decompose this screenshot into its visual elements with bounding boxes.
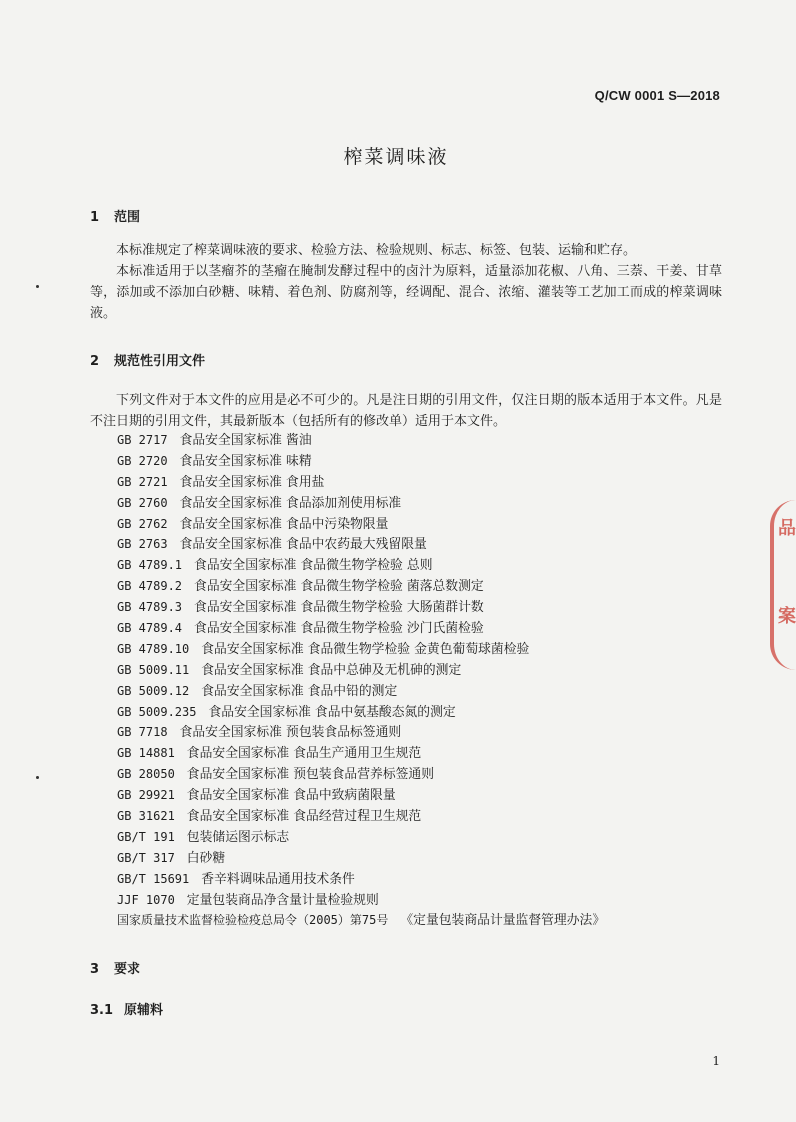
reference-item: [117, 869, 737, 890]
reference-code: GB 5009.11: [117, 662, 190, 677]
reference-item: [117, 514, 737, 535]
scan-speck: [36, 285, 39, 288]
section-title: 原辅料: [124, 1003, 164, 1018]
reference-code: GB 31621: [117, 809, 175, 824]
reference-name: 食品安全国家标准 食品添加剂使用标准: [179, 495, 402, 511]
reference-item: [117, 890, 737, 911]
reference-item: [117, 493, 737, 514]
reference-name: 香辛料调味品通用技术条件: [201, 871, 355, 887]
reference-code: GB 4789.3: [117, 600, 183, 615]
section-number: 1: [90, 210, 100, 225]
reference-code: GB 4789.10: [117, 641, 190, 656]
reference-name: 食品安全国家标准 食品经营过程卫生规范: [186, 809, 422, 825]
reference-code: GB 28050: [117, 767, 175, 782]
reference-name: 食品安全国家标准 食品微生物学检验 总则: [194, 558, 433, 574]
reference-item: [117, 702, 737, 723]
reference-item: [117, 681, 737, 702]
normative-intro-paragraph: 下列文件对于本文件的应用是必不可少的。凡是注日期的引用文件，仅注日期的版本适用于本文件。凡是不注日期的引用文件，其最新版本（包括所有的修改单）适用于本文件。: [90, 393, 722, 429]
reference-name: 食品安全国家标准 食品生产通用卫生规范: [186, 746, 422, 762]
reference-name: 食品安全国家标准 预包装食品标签通则: [179, 725, 402, 741]
reference-item: [117, 848, 737, 869]
reference-code: GB 2763: [117, 537, 168, 552]
reference-item: [117, 764, 737, 785]
stamp-char: 案: [778, 606, 796, 627]
reference-code: GB 14881: [117, 746, 175, 761]
section-title: 规范性引用文件: [114, 354, 206, 369]
reference-list: [117, 430, 737, 931]
reference-name: 食品安全国家标准 食品微生物学检验 菌落总数测定: [194, 579, 484, 595]
reference-code: JJF 1070: [117, 892, 175, 907]
reference-code: GB 2717: [117, 433, 168, 447]
reference-code: GB 5009.235: [117, 704, 197, 719]
reference-item: [117, 430, 737, 451]
reference-name: 食品安全国家标准 味精: [179, 453, 312, 469]
reference-name: 包装储运图示标志: [186, 829, 290, 845]
section-number: 3.1: [90, 1003, 114, 1018]
reference-item: [117, 555, 737, 576]
section-heading-requirements: [90, 958, 140, 977]
stamp-char: 品: [778, 518, 796, 539]
reference-code: 国家质量技术监督检验检疫总局令（2005）第75号: [117, 913, 389, 928]
reference-code: GB 4789.2: [117, 579, 183, 594]
subsection-heading-raw-materials: [90, 999, 163, 1018]
reference-name: 食品安全国家标准 预包装食品营养标签通则: [186, 767, 435, 783]
scope-text: [90, 240, 722, 324]
section-number: 3: [90, 962, 100, 977]
section-title: 要求: [114, 962, 141, 977]
scope-paragraph-2: 本标准适用于以茎瘤芥的茎瘤在腌制发酵过程中的卤汁为原料，适量添加花椒、八角、三萘、干姜、甘草等，添加或不添加白砂糖、味精、着色剂、防腐剂等，经调配、混合、浓缩、灌装等工艺加工而成的榨菜调味液。: [90, 264, 722, 321]
reference-item: [117, 743, 737, 764]
reference-name: 食品安全国家标准 食品中氨基酸态氮的测定: [208, 704, 456, 720]
reference-item: [117, 806, 737, 827]
reference-name: 食品安全国家标准 食品中致病菌限量: [186, 788, 396, 804]
reference-item: [117, 597, 737, 618]
reference-code: GB 2721: [117, 474, 168, 489]
reference-name: 食品安全国家标准 食品微生物学检验 大肠菌群计数: [194, 600, 484, 616]
reference-item: [117, 660, 737, 681]
reference-item: [117, 910, 737, 931]
reference-name: 食品安全国家标准 酱油: [179, 433, 312, 448]
reference-item: [117, 722, 737, 743]
reference-code: GB 2760: [117, 495, 168, 510]
reference-name: 食品安全国家标准 食品中铅的测定: [201, 683, 398, 699]
reference-code: GB/T 317: [117, 850, 175, 865]
reference-code: GB 7718: [117, 725, 168, 740]
reference-code: GB 29921: [117, 788, 175, 803]
reference-code: GB 4789.1: [117, 558, 183, 573]
reference-code: GB/T 191: [117, 829, 175, 844]
page-number: 1: [712, 1054, 720, 1068]
section-title: 范围: [114, 210, 141, 225]
reference-name: 《定量包装商品计量监督管理办法》: [400, 913, 606, 929]
reference-item: [117, 618, 737, 639]
reference-item: [117, 451, 737, 472]
reference-item: [117, 472, 737, 493]
reference-code: GB 2762: [117, 516, 168, 531]
reference-code: GB 2720: [117, 453, 168, 468]
reference-name: 食品安全国家标准 食用盐: [179, 474, 325, 490]
scope-paragraph-1: 本标准规定了榨菜调味液的要求、检验方法、检验规则、标志、标签、包装、运输和贮存。: [116, 243, 637, 258]
reference-name: 食品安全国家标准 食品微生物学检验 沙门氏菌检验: [194, 621, 484, 637]
reference-name: 白砂糖: [186, 850, 226, 866]
reference-code: GB/T 15691: [117, 871, 190, 886]
section-number: 2: [90, 354, 100, 369]
section-heading-normative-references: [90, 350, 205, 369]
reference-code: GB 5009.12: [117, 683, 190, 698]
reference-item: [117, 534, 737, 555]
normative-intro: [90, 390, 722, 432]
scan-speck: [36, 776, 39, 779]
reference-name: 食品安全国家标准 食品中污染物限量: [179, 516, 389, 532]
document-title: 榨菜调味液: [343, 146, 449, 168]
reference-name: 食品安全国家标准 食品微生物学检验 金黄色葡萄球菌检验: [201, 641, 530, 657]
reference-code: GB 4789.4: [117, 621, 183, 636]
reference-item: [117, 785, 737, 806]
reference-name: 食品安全国家标准 食品中农药最大残留限量: [179, 537, 427, 553]
reference-name: 定量包装商品净含量计量检验规则: [186, 892, 379, 908]
section-heading-scope: [90, 206, 140, 225]
reference-item: [117, 827, 737, 848]
reference-item: [117, 576, 737, 597]
red-seal-stamp: [770, 500, 796, 670]
reference-name: 食品安全国家标准 食品中总砷及无机砷的测定: [201, 662, 462, 678]
reference-item: [117, 639, 737, 660]
document-number: Q/CW 0001 S—2018: [594, 88, 720, 103]
